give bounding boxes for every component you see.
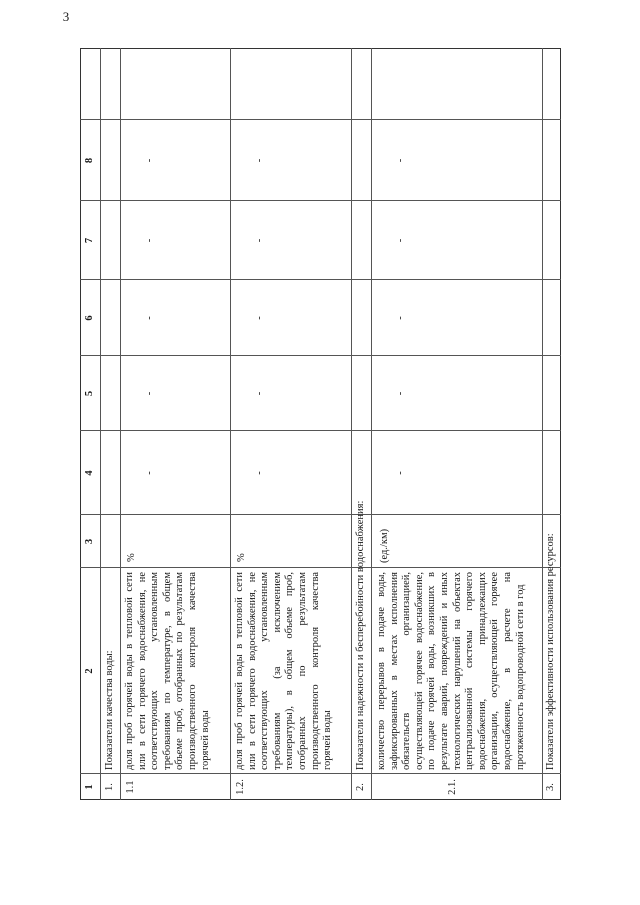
- section-title: Показатели надежности и бесперебойности водоснабжения:: [355, 500, 366, 770]
- col-header: 6: [84, 315, 95, 321]
- value-cell: -: [254, 158, 265, 163]
- page-number: 3: [62, 9, 70, 24]
- row-number: 1.1: [125, 780, 136, 794]
- value-cell: -: [144, 391, 155, 396]
- section-number: 1.: [104, 783, 115, 791]
- value-cell: -: [144, 238, 155, 243]
- col-header: [80, 48, 100, 120]
- col-header: 4: [84, 470, 95, 476]
- value-cell: -: [144, 158, 155, 163]
- value-cell: -: [395, 391, 406, 396]
- col-header: 8: [84, 157, 95, 164]
- section-title: Показатели эффективности использования ресурсов:: [545, 533, 556, 770]
- value-cell: -: [254, 238, 265, 243]
- row-number: 2.1.: [447, 779, 458, 795]
- value-cell: -: [395, 316, 406, 320]
- indicator-name: доля проб горячей воды в тепловой сети или в сети горячего водоснабжения, не соответствующих установленным требованиям (за исключением температуры), в общем объеме проб, отобранных по результатам производственного контроля качества горячей воды: [234, 572, 334, 770]
- value-cell: -: [395, 471, 406, 475]
- unit: %: [236, 553, 247, 562]
- col-header: 1: [84, 784, 95, 790]
- col-header: 3: [84, 538, 95, 545]
- col-header: 5: [84, 390, 95, 397]
- unit: (ед./км): [379, 528, 390, 563]
- section-number: 3.: [545, 783, 556, 791]
- unit: %: [126, 553, 137, 562]
- value-cell: -: [254, 391, 265, 396]
- col-header: 7: [84, 237, 95, 244]
- value-cell: -: [395, 158, 406, 163]
- value-cell: -: [254, 471, 265, 475]
- value-cell: -: [144, 471, 155, 475]
- section-number: 2.: [355, 783, 366, 791]
- value-cell: -: [254, 316, 265, 320]
- indicator-name: доля проб горячей воды в тепловой сети или в сети горячего водоснабжения, не соответствующих установленным требованиям по температуре, в общем объеме проб, отобранных по результатам производственного контроля качества горячей воды: [124, 572, 211, 770]
- indicator-name: количество перерывов в подаче воды, зафиксированных в местах исполнения обязательств организацией, осуществляющей горячее водоснабжение, по подаче горячей воды, возникших в результате аварий, повреждений и иных технологических нарушений на объектах централизованной системы горячего водоснабжения, принадлежащих организации, осуществляющей горячее водоснабжение, в расчете на протяженность водопроводной сети в год: [376, 572, 526, 770]
- col-header: 2: [84, 668, 95, 674]
- row-number: 1.2.: [235, 779, 246, 795]
- value-cell: -: [144, 316, 155, 320]
- value-cell: -: [395, 238, 406, 243]
- rotated-table-frame: [80, 48, 561, 800]
- indicators-table: [80, 48, 561, 800]
- section-title: Показатели качества воды:: [104, 650, 115, 770]
